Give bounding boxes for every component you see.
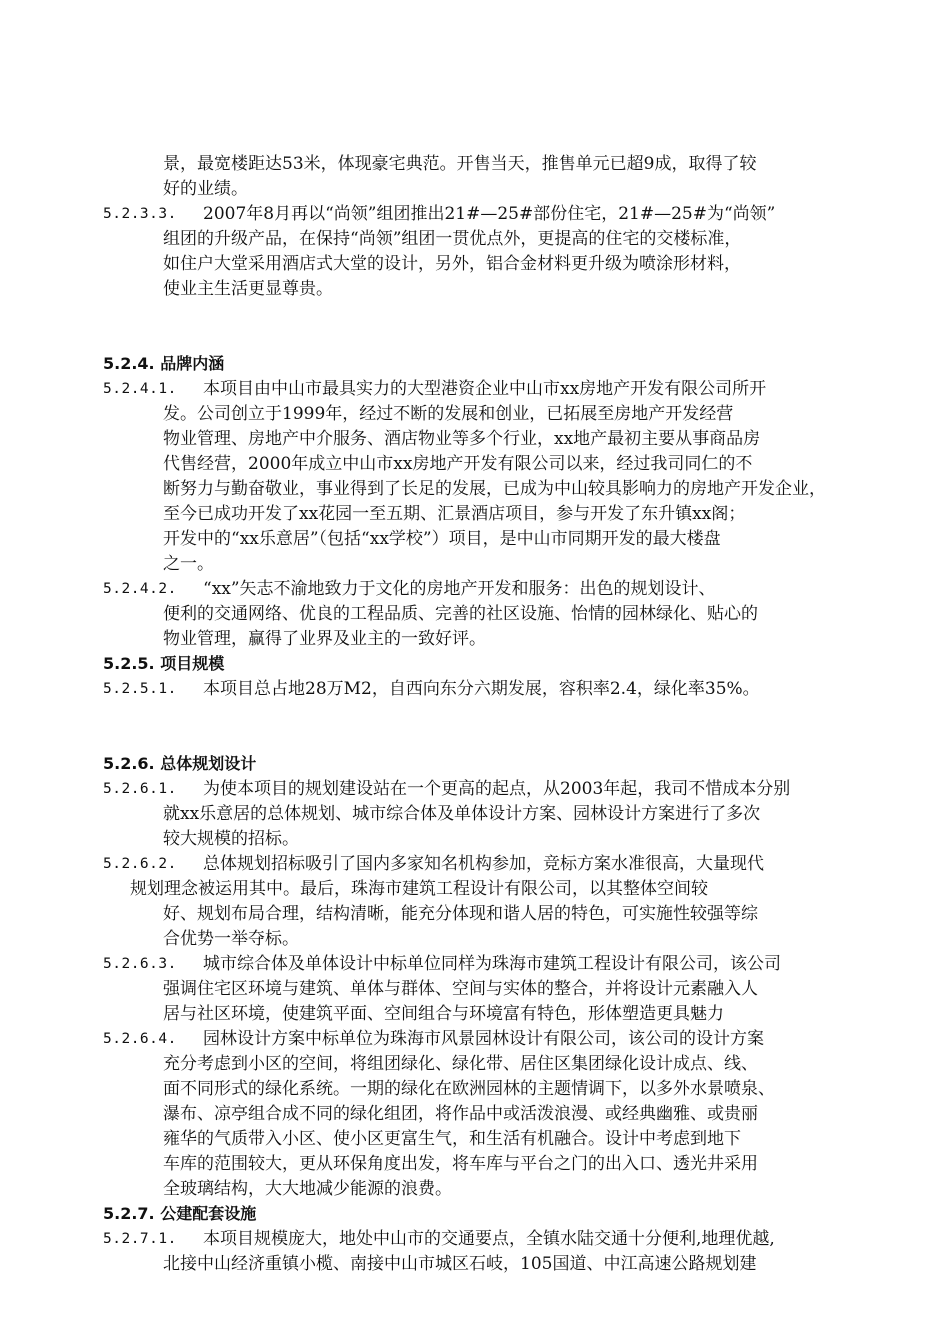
body-line: 至今已成功开发了xx花园一至五期、汇景酒店项目，参与开发了东升镇xx阁； — [163, 504, 746, 524]
section-number: 5.2.6.4. — [103, 1031, 177, 1047]
body-line: 较大规模的招标。 — [163, 829, 299, 849]
body-line: 断努力与勤奋敬业，事业得到了长足的发展，已成为中山较具影响力的房地产开发企业， — [163, 479, 826, 499]
body-line: 开发中的“xx乐意居”（包括“xx学校”）项目，是中山市同期开发的最大楼盘 — [163, 529, 721, 549]
body-line: 就xx乐意居的总体规划、城市综合体及单体设计方案、园林设计方案进行了多次 — [163, 804, 761, 824]
body-line: 物业管理、房地产中介服务、酒店物业等多个行业，xx地产最初主要从事商品房 — [163, 429, 761, 449]
body-line: 充分考虑到小区的空间，将组团绿化、绿化带、居住区集团绿化设计成点、线、 — [163, 1054, 758, 1074]
section-heading: 5.2.5. 项目规模 — [103, 654, 225, 673]
body-line: 使业主生活更显尊贵。 — [163, 279, 333, 299]
body-line: 便利的交通网络、优良的工程品质、完善的社区设施、怡情的园林绿化、贴心的 — [163, 604, 758, 624]
body-line: 组团的升级产品，在保持“尚领”组团一贯优点外，更提高的住宅的交楼标准， — [163, 229, 742, 249]
body-line: 车库的范围较大，更从环保角度出发，将车库与平台之门的出入口、透光井采用 — [163, 1154, 758, 1174]
body-line: 规划理念被运用其中。最后，珠海市建筑工程设计有限公司，以其整体空间较 — [130, 879, 708, 899]
section-number: 5.2.4.1. — [103, 381, 177, 397]
section-number: 5.2.6.3. — [103, 956, 177, 972]
section-heading: 5.2.4. 品牌内涵 — [103, 354, 225, 373]
section-heading: 5.2.7. 公建配套设施 — [103, 1204, 257, 1223]
body-line: 城市综合体及单体设计中标单位同样为珠海市建筑工程设计有限公司，该公司 — [203, 954, 781, 974]
body-line: 瀑布、凉亭组合成不同的绿化组团，将作品中或活泼浪漫、或经典幽雅、或贵丽 — [163, 1104, 758, 1124]
body-line: 为使本项目的规划建设站在一个更高的起点，从2003年起，我司不惜成本分别 — [203, 779, 791, 799]
body-line: 物业管理，赢得了业界及业主的一致好评。 — [163, 629, 486, 649]
body-line: 景，最宽楼距达53米，体现豪宅典范。开售当天，推售单元已超9成，取得了较 — [163, 154, 757, 174]
body-line: 北接中山经济重镇小榄、南接中山市城区石岐，105国道、中江高速公路规划建 — [163, 1254, 757, 1274]
body-line: 好的业绩。 — [163, 179, 248, 199]
body-line: 合优势一举夺标。 — [163, 929, 299, 949]
body-line: 本项目总占地28万M2，自西向东分六期发展，容积率2.4，绿化率35%。 — [203, 679, 760, 699]
body-line: 本项目由中山市最具实力的大型港资企业中山市xx房地产开发有限公司所开 — [203, 379, 767, 399]
body-line: 2007年8月再以“尚领”组团推出21#—25#部份住宅，21#—25#为“尚领” — [203, 204, 776, 224]
section-heading: 5.2.6. 总体规划设计 — [103, 754, 257, 773]
section-number: 5.2.7.1. — [103, 1231, 177, 1247]
body-line: 面不同形式的绿化系统。一期的绿化在欧洲园林的主题情调下，以多外水景喷泉、 — [163, 1079, 775, 1099]
body-line: 代售经营，2000年成立中山市xx房地产开发有限公司以来，经过我司同仁的不 — [163, 454, 753, 474]
section-number: 5.2.3.3. — [103, 206, 177, 222]
body-line: 发。公司创立于1999年，经过不断的发展和创业，已拓展至房地产开发经营 — [163, 404, 734, 424]
section-number: 5.2.6.1. — [103, 781, 177, 797]
section-number: 5.2.6.2. — [103, 856, 177, 872]
body-line: 全玻璃结构，大大地减少能源的浪费。 — [163, 1179, 452, 1199]
body-line: 之一。 — [163, 554, 214, 574]
section-number: 5.2.5.1. — [103, 681, 177, 697]
body-line: 好、规划布局合理，结构清晰，能充分体现和谐人居的特色，可实施性较强等综 — [163, 904, 758, 924]
body-line: 雍华的气质带入小区、使小区更富生气，和生活有机融合。设计中考虑到地下 — [163, 1129, 741, 1149]
body-line: 居与社区环境，使建筑平面、空间组合与环境富有特色，形体塑造更具魅力 — [163, 1004, 724, 1024]
body-line: 总体规划招标吸引了国内多家知名机构参加，竞标方案水准很高，大量现代 — [203, 854, 764, 874]
body-line: 园林设计方案中标单位为珠海市风景园林设计有限公司，该公司的设计方案 — [203, 1029, 764, 1049]
body-line: “xx”矢志不渝地致力于文化的房地产开发和服务：出色的规划设计、 — [203, 579, 716, 599]
body-line: 如住户大堂采用酒店式大堂的设计，另外，铝合金材料更升级为喷涂形材料， — [163, 254, 741, 274]
section-number: 5.2.4.2. — [103, 581, 177, 597]
body-line: 强调住宅区环境与建筑、单体与群体、空间与实体的整合，并将设计元素融入人 — [163, 979, 758, 999]
body-line: 本项目规模庞大，地处中山市的交通要点，全镇水陆交通十分便利,地理优越, — [203, 1229, 775, 1249]
